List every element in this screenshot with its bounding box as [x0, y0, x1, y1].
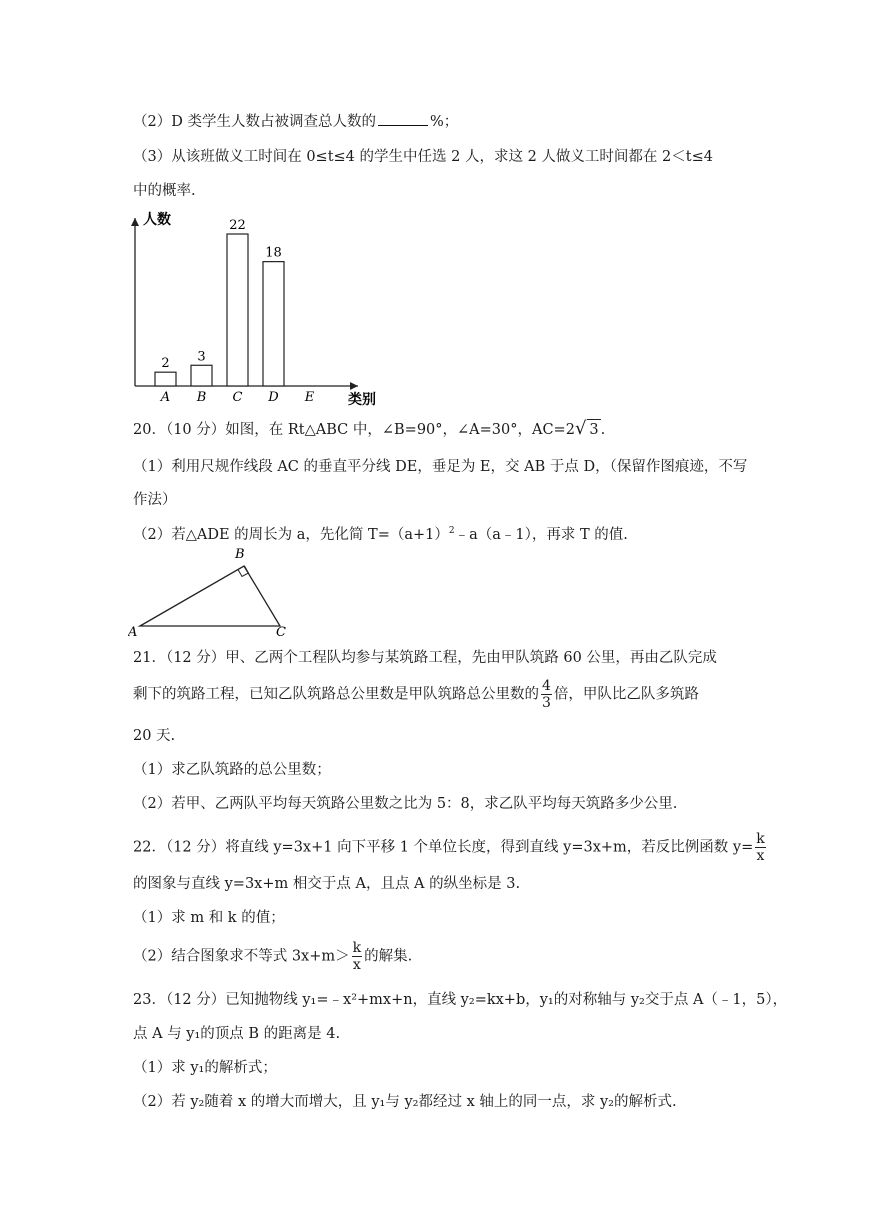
x-axis-label: 类别 — [348, 392, 376, 408]
q23-line1: 23．（12 分）已知抛物线 y₁=﹣x²+mx+n，直线 y₂=kx+b，y₁的对称轴与 y₂交于点 A（﹣1，5）， — [133, 992, 788, 1008]
fraction-4-3 — [541, 678, 552, 711]
q20-heading — [133, 419, 605, 440]
fraction-denominator: x — [352, 957, 361, 973]
sqrt-radicand: 3 — [587, 419, 600, 440]
answer-blank — [378, 111, 428, 126]
q22-line1-text: 22．（12 分）将直线 y=3x+1 向下平移 1 个单位长度，得到直线 y=3x+m，若反比例函数 y= — [133, 839, 754, 856]
q22-part1: （1）求 m 和 k 的值； — [133, 910, 285, 926]
q22-part2 — [133, 940, 412, 973]
sqrt-sign: √ — [574, 418, 587, 439]
y-axis-label: 人数 — [143, 212, 171, 228]
fraction-numerator: 4 — [542, 678, 551, 694]
q22-line2: 的图象与直线 y=3x+m 相交于点 A，且点 A 的纵坐标是 3. — [133, 876, 521, 892]
vertex-c-label: C — [276, 625, 286, 640]
vertex-b-label: B — [235, 547, 245, 562]
q23-part2: （2）若 y₂随着 x 的增大而增大，且 y₁与 y₂都经过 x 轴上的同一点，求 y₂的解析式. — [133, 1094, 677, 1110]
tick-label-E: E — [304, 390, 315, 405]
q21-line2-text: 剩下的筑路工程，已知乙队筑路总公里数是甲队筑路总公里数的 — [133, 686, 539, 703]
q21-line2 — [133, 678, 699, 711]
q19-part2-text: （2）D 类学生人数占被调查总人数的 — [133, 114, 376, 130]
bar-D — [263, 262, 284, 386]
q20-heading-end: . — [600, 422, 606, 438]
tick-label-C: C — [232, 390, 243, 405]
q21-line3: 20 天. — [133, 728, 176, 744]
triangle-abc — [140, 566, 280, 626]
data-label-A: 2 — [161, 356, 170, 372]
fraction-k-x — [755, 831, 765, 864]
exponent: 2 — [448, 526, 455, 536]
tick-label-A: A — [160, 390, 171, 405]
vertex-a-label: A — [128, 625, 138, 640]
bar-C — [227, 234, 248, 386]
q21-part2: （2）若甲、乙两队平均每天筑路公里数之比为 5：8，求乙队平均每天筑路多少公里. — [133, 796, 678, 812]
x-axis-arrow — [350, 382, 358, 390]
fraction-numerator: k — [756, 831, 765, 847]
bar-B — [191, 365, 212, 386]
fraction-numerator: k — [352, 940, 362, 956]
q19-part2 — [133, 111, 458, 132]
q20-heading-text: 20．（10 分）如图，在 Rt△ABC 中，∠B=90°，∠A=30°，AC=2 — [133, 422, 575, 438]
q23-part1: （1）求 y₁的解析式； — [133, 1060, 277, 1076]
bar-A — [155, 372, 176, 386]
q22-line1 — [133, 831, 768, 864]
q20-part1-line1: （1）利用尺规作线段 AC 的垂直平分线 DE，垂足为 E，交 AB 于点 D，（保留作图痕迹，不写 — [133, 459, 748, 475]
q22-part2-suffix: 的解集. — [364, 948, 413, 965]
q19-part3-line1: （3）从该班做义工时间在 0≤t≤4 的学生中任选 2 人，求这 2 人做义工时间都在 2＜t≤4 — [133, 149, 713, 165]
data-label-B: 3 — [197, 349, 206, 365]
q20-part1-line2: 作法） — [133, 492, 177, 508]
q19-part3-line2: 中的概率. — [133, 183, 196, 199]
q21-line1: 21．（12 分）甲、乙两个工程队均参与某筑路工程，先由甲队筑路 60 公里，再由乙队完成 — [133, 650, 717, 666]
data-label-D: 18 — [265, 245, 282, 261]
fraction-denominator: x — [756, 848, 765, 864]
tick-label-B: B — [196, 390, 207, 405]
data-label-C: 22 — [229, 218, 246, 233]
q20-part2 — [133, 521, 628, 545]
bar-chart — [118, 208, 398, 408]
right-angle-mark — [238, 566, 249, 577]
fraction-denominator: 3 — [542, 695, 551, 711]
tick-label-D: D — [268, 390, 279, 405]
q20-part2-text: （2）若△ADE 的周长为 a，先化简 T=（a+1） — [133, 526, 449, 543]
q20-part2-suffix: ﹣a（a﹣1），再求 T 的值. — [454, 526, 628, 543]
q23-line2: 点 A 与 y₁的顶点 B 的距离是 4. — [133, 1026, 341, 1042]
q21-line2-suffix: 倍，甲队比乙队多筑路 — [553, 686, 699, 703]
q22-part2-text: （2）结合图象求不等式 3x+m＞ — [133, 948, 350, 965]
q19-part2-suffix: %； — [429, 114, 459, 130]
triangle-figure — [128, 544, 298, 640]
q21-part1: （1）求乙队筑路的总公里数； — [133, 762, 331, 778]
fraction-k-x — [352, 940, 362, 973]
y-axis-arrow — [131, 218, 139, 226]
